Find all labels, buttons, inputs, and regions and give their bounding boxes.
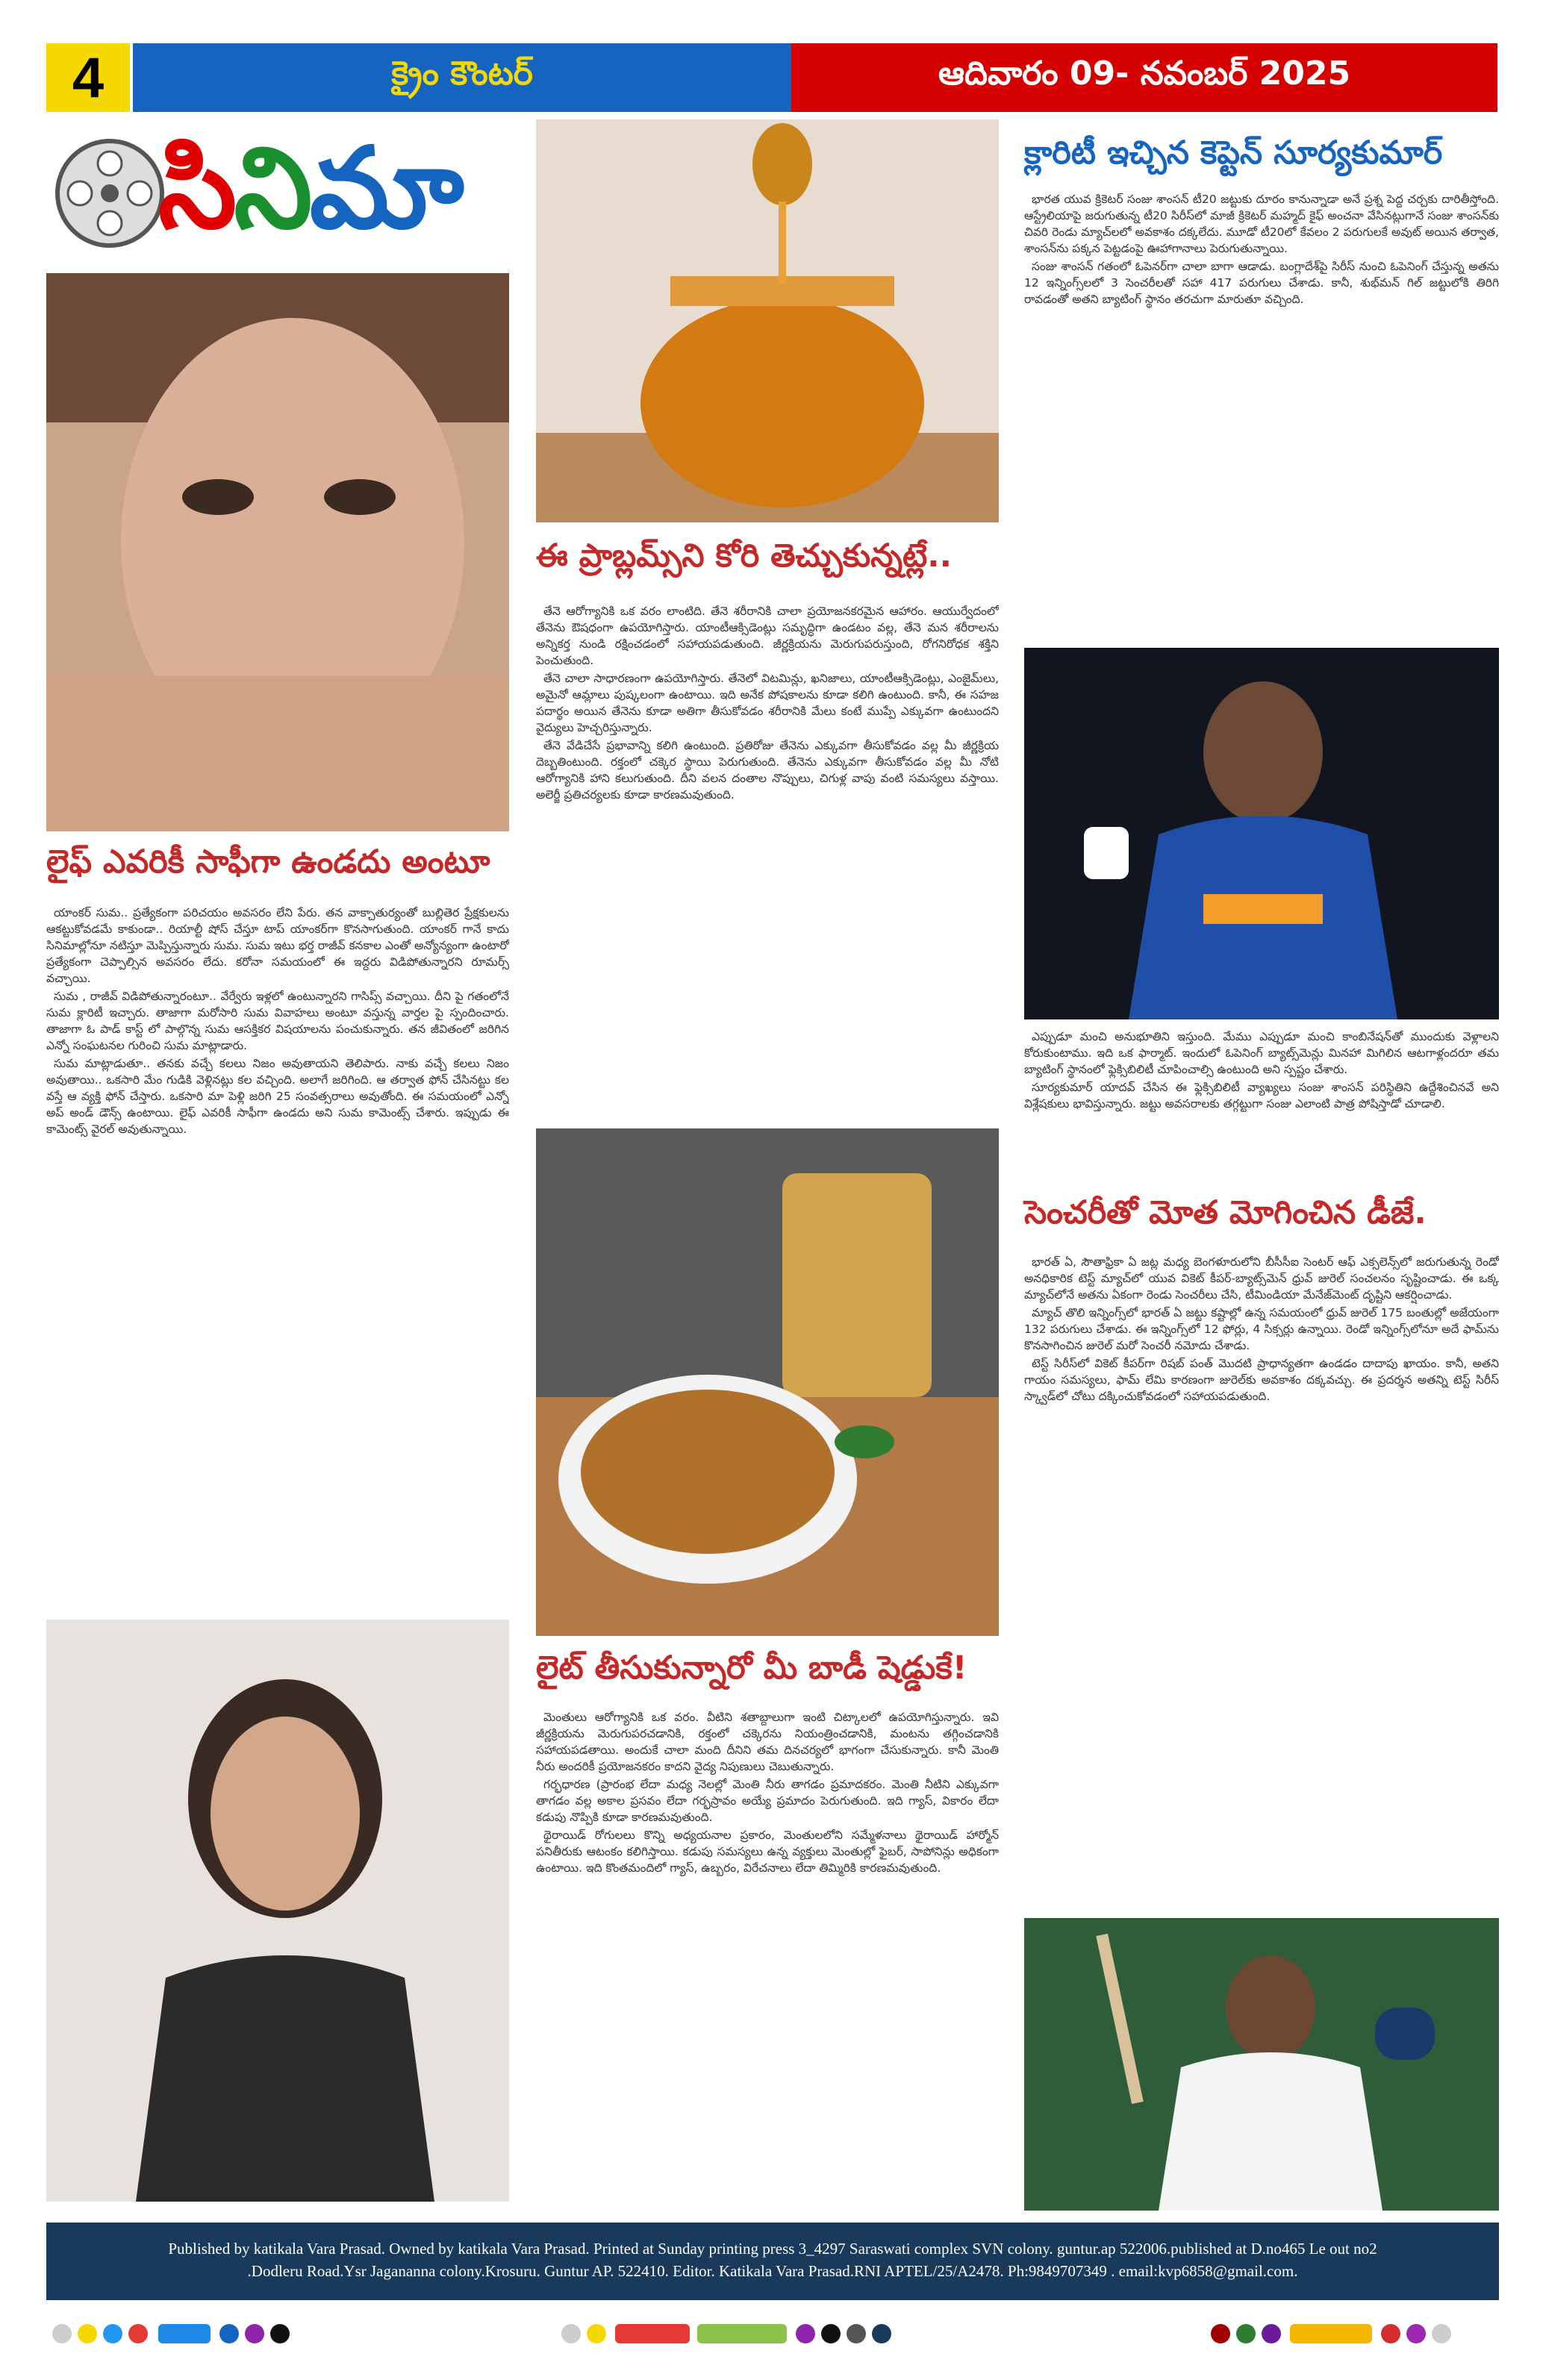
page-number: 4: [46, 43, 130, 112]
article-century-paragraph: టెస్ట్ సిరీస్‌లో వికెట్ కీపర్‌గా రిషబ్ పంత్ మొదటి ప్రాధాన్యతగా ఉండడం దాదాపు ఖాయం. కానీ, అతని గాయం సమస్యలు, ఫామ్ లేమి కారణంగా జురెల్‌కు అవకాశం దక్కవచ్చు. ఈ ప్రదర్శన అతన్ని టెస్ట్ సిరీస్ స్క్వాడ్‌లో చోటు దక్కించుకోవడంలో సహాయపడుతుంది.: [1024, 1357, 1499, 1403]
article-life-body: [46, 905, 509, 1345]
publisher-footer: [46, 2223, 1499, 2300]
registration-dot: [78, 2324, 97, 2343]
registration-dot: [52, 2324, 72, 2343]
fenugreek-seeds-photo: [536, 1128, 999, 1636]
registration-dot: [1406, 2324, 1426, 2343]
registration-dot: [103, 2324, 122, 2343]
article-life-paragraph: సుమ మాట్లాడుతూ.. తనకు వచ్చే కలలు నిజం అవుతాయని తెలిపారు. నాకు వచ్చే కలలు నిజం అవుతాయి.. ఒకసారి మేం గుడికి వెళ్లినట్లు కల వచ్చింది. అలాగే జరిగింది. ఆ తర్వాత ఫోన్ చేసినట్టు కల వస్తే ఆ వ్యక్తి ఫోన్ చేస్తారు. ఒకసారి మా పెళ్లి జరిగి 25 సంవత్సరాలు అవుతోంది. ఈ సమయంలో ఎన్నో అప్ అండ్ డౌన్స్ ఉంటాయి. లైఫ్ ఎవరికీ సాఫీగా ఉండదు అని సుమ కామెంట్స్ చేశారు. ఇప్పుడు ఈ కామెంట్స్ వైరల్ అవుతున్నాయి.: [46, 1057, 509, 1136]
registration-bar: [158, 2324, 211, 2343]
article-honey-paragraph: తేనె చాలా సాధారణంగా ఉపయోగిస్తారు. తేనెలో విటమిన్లు, ఖనిజాలు, యాంటీఆక్సిడెంట్లు, ఎంజైమ్‌లు, అమైనో ఆమ్లాలు పుష్కలంగా ఉంటాయి. ఇది అనేక పోషకాలను కూడా కలిగి ఉంటుంది. కానీ, ఈ సహజ పదార్థం అయిన తేనెను కూడా అతిగా తీసుకోవడం శరీరానికి మేలు కంటే ముప్పే ఎక్కువగా ఉంటుందని వైద్యులు హెచ్చరిస్తున్నారు.: [536, 672, 999, 734]
headline-clarity: క్లారిటీ ఇచ్చిన కెప్టెన్ సూర్యకుమార్: [1024, 134, 1443, 172]
article-clarity-body: [1024, 191, 1499, 639]
footer-line-1: Published by katikala Vara Prasad. Owned by katikala Vara Prasad. Printed at Sunday printing press 3_4297 Saraswati complex SVN colony. guntur.ap 522006.published at D.no465 Le out no2: [168, 2240, 1377, 2258]
registration-dot: [561, 2324, 581, 2343]
headline-life: లైఫ్ ఎవరికీ సాఫీగా ఉండదు అంటూ: [46, 843, 490, 881]
article-light-body: [536, 1709, 999, 2196]
article-clarity-paragraph: ఎప్పుడూ మంచి అనుభూతిని ఇస్తుంది. మేము ఎప్పుడూ మంచి కాంబినేషన్‌తో ముందుకు వెళ్లాలని కోరుకుంటాము. ఇది ఒక ఫార్మాట్. ఇందులో ఓపెనింగ్ బ్యాట్స్‌మెన్లు మినహా మిగిలిన ఆటగాళ్లందరూ తమ బ్యాటింగ్ స్థానంలో ఫ్లెక్సిబిలిటీ చూపించాల్సి ఉంటుంది అని స్పష్టం చేశారు.: [1024, 1030, 1499, 1076]
headline-century: సెంచరీతో మోత మోగించిన డీజే.: [1024, 1194, 1427, 1231]
registration-dot: [796, 2324, 815, 2343]
logo-part-3: మా: [309, 124, 461, 254]
dhruv-jurel-photo: [1024, 1918, 1499, 2211]
logo-part-2: ని: [234, 124, 310, 254]
article-clarity-paragraph: సూర్యకుమార్ యాదవ్ చేసిన ఈ ఫ్లెక్సిబిలిటీ వ్యాఖ్యలు సంజు శాంసన్ పరిస్థితిని ఉద్దేశించినవే అని విశ్లేషకులు భావిస్తున్నారు. జట్టు అవసరాలకు తగ్గట్టుగా సంజు ఎలాంటి పాత్ర పోషిస్తాడో చూడాలి.: [1024, 1081, 1499, 1111]
anchor-suma-photo: [46, 1620, 509, 2202]
article-light-paragraph: థైరాయిడ్ రోగులలు కొన్ని అధ్యయనాల ప్రకారం, మెంతులలోని సమ్మేళనాలు థైరాయిడ్ హార్మోన్ పనితీరుకు ఆటంకం కలిగిస్తాయి. కడుపు సమస్యలు ఉన్న వ్యక్తులు మెంతుల్లో ఫైబర్, సాపోనిన్లు అధికంగా ఉంటాయి. ఇది కొంతమందిలో గ్యాస్, ఉబ్బరం, విరేచనాలు లేదా తిమ్మిరికి కారణమవుతుంది.: [536, 1828, 999, 1875]
article-clarity-paragraph: సంజు శాంసన్ గతంలో ఓపెనర్‌గా చాలా బాగా ఆడాడు. బంగ్లాదేశ్‌పై సిరీస్ నుంచి ఓపెనింగ్ చేస్తున్న అతను 12 ఇన్నింగ్స్‌లలో 3 సెంచరీలతో సహా 417 పరుగులు చేశాడు. కానీ, శుభ్‌మన్ గిల్ జట్టులోకి తిరిగి రావడంతో అతని బ్యాటింగ్ స్థానం తరచుగా మారుతూ వచ్చింది.: [1024, 260, 1499, 306]
registration-dot: [219, 2324, 239, 2343]
article-honey-paragraph: తేనె ఆరోగ్యానికి ఒక వరం లాంటిది. తేనె శరీరానికి చాలా ప్రయోజనకరమైన ఆహారం. ఆయుర్వేదంలో తేనెను ఔషధంగా ఉపయోగిస్తారు. యాంటీఆక్సిడెంట్లు సమృద్ధిగా ఉండటం వల్ల, తేనె మన శరీరాలను అన్నికర్త నుండి రక్షించడంలో సహాయపడుతుంది. జీర్ణక్రియను మెరుగుపరుస్తుంది, రోగనిరోధక శక్తిని పెంచుతుంది.: [536, 605, 999, 667]
registration-dot: [270, 2324, 290, 2343]
registration-dot: [872, 2324, 891, 2343]
registration-bar: [615, 2324, 690, 2343]
cinema-logo: [46, 125, 509, 261]
article-century-paragraph: మ్యాచ్ తొలి ఇన్నింగ్స్‌లో భారత్ ఏ జట్టు కష్టాల్లో ఉన్న సమయంలో ధ్రువ్ జురెల్ 175 బంతుల్లో అజేయంగా 132 పరుగులు చేశాడు. ఈ ఇన్నింగ్స్‌లో 12 ఫోర్లు, 4 సిక్సర్లు ఉన్నాయి. రెండో ఇన్నింగ్స్‌లోనూ అదే ఫామ్‌ను కొనసాగించిన జురెల్ మరో సెంచరీ నమోదు చేశాడు.: [1024, 1306, 1499, 1352]
registration-dot: [587, 2324, 606, 2343]
logo-part-1: సి: [158, 124, 234, 254]
registration-dot: [1236, 2324, 1256, 2343]
registration-dot: [1211, 2324, 1230, 2343]
registration-dot: [821, 2324, 841, 2343]
article-light-paragraph: మెంతులు ఆరోగ్యానికి ఒక వరం. వీటిని శతాబ్దాలుగా ఇంటి చిట్కాలలో ఉపయోగిస్తున్నారు. ఇవి జీర్ణక్రియను మెరుగుపరచడానికి, రక్తంలో చక్కెరను నియంత్రించడానికి, మంటను తగ్గించడానికి సహాయపడతాయి. అందుకే చాలా మంది దీనిని తమ దినచర్యలో భాగంగా చేసుకున్నారు. కానీ మెంతి నీరు అందరికీ ప్రయోజనకరం కాదని వైద్య నిపుణులు చెబుతున్నారు.: [536, 1711, 999, 1773]
article-honey-paragraph: తేనె వేడిచేసే ప్రభావాన్ని కలిగి ఉంటుంది. ప్రతిరోజు తేనెను ఎక్కువగా తీసుకోవడం వల్ల మీ జీర్ణక్రియ దెబ్బతింటుంది. రక్తంలో చక్కెర స్థాయి పెరుగుతుంది. తేనెను ఎక్కువగా తీసుకోవడం వల్ల మీ నోటి ఆరోగ్యానికి హాని కలుగుతుంది. దీని వలన దంతాల నొప్పులు, చిగుళ్ల వాపు వంటి సమస్యలు వస్తాయి. అలెర్జీ ప్రతిచర్యలకు కూడా కారణమవుతుంది.: [536, 739, 999, 802]
article-life-paragraph: సుమ , రాజీవ్ విడిపోతున్నారంటూ.. వేర్వేరు ఇళ్లలో ఉంటున్నారని గాసిప్స్ వచ్చాయి. దీని పై గతంలోనే సుమ క్లారిటీ ఇచ్చారు. తాజాగా మరోసారి సుమ వివాహలు అంటూ వస్తున్న వార్తల పై స్పందించారు. తాజాగా ఓ పాడ్ కాస్ట్ లో పాల్గొన్న సుమ ఆసక్తికర విషయాలను పంచుకున్నారు. తన జీవితంలో జరిగిన ఎన్నో సంఘటనల గురించి సుమ మాట్లాడారు.: [46, 990, 509, 1052]
article-century-paragraph: భారత్ ఏ, సౌతాఫ్రికా ఏ జట్ల మధ్య బెంగళూరులోని బీసీసీఐ సెంటర్ ఆఫ్ ఎక్సలెన్స్‌లో జరుగుతున్న రెండో అనధికారిక టెస్ట్ మ్యాచ్‌లో యువ వికెట్ కీపర్-బ్యాట్స్‌మెన్ ధ్రువ్ జురెల్ సంచలనం సృష్టించాడు. ఈ ఒక్క మ్యాచ్‌లోనే అతను ఏకంగా రెండు సెంచరీలు చేసి, టీమిండియా మేనేజ్‌మెంట్ దృష్టిని ఆకర్షించాడు.: [1024, 1255, 1499, 1302]
sanju-samson-photo: [1024, 648, 1499, 1019]
color-registration-strip: [46, 2323, 1499, 2345]
registration-bar: [1290, 2324, 1372, 2343]
article-clarity-paragraph: భారత యువ క్రికెటర్ సంజు శాంసన్ టీ20 జట్టుకు దూరం కానున్నాడా అనే ప్రశ్న పెద్ద చర్చకు దారితీస్తోంది. ఆస్ట్రేలియాపై జరుగుతున్న టీ20 సిరీస్‌లో మాజీ క్రికెటర్ మహ్మద్ కైఫ్ అంచనా వేసినట్లుగానే సంజు శాంసన్‌కు చివరి రెండు మ్యాచ్‌లలో అవకాశం దక్కలేదు. మూడో టీ20లో కేవలం 2 పరుగులకే అవుట్ అయిన తర్వాత, శాంసన్‌ను పక్కన పెట్టడంపై ఊహాగానాలు పెరుగుతున్నాయి.: [1024, 193, 1499, 255]
registration-dot: [847, 2324, 866, 2343]
registration-dot: [1381, 2324, 1400, 2343]
footer-line-2: .Dodleru Road.Ysr Jagananna colony.Krosuru. Guntur AP. 522410. Editor. Katikala Vara Prasad.RNI APTEL/25/A2478. Ph:9849707349 . email:kvp6858@gmail.com.: [247, 2262, 1298, 2280]
cinema-logo-text: [158, 125, 461, 252]
film-reel-icon: [46, 130, 173, 257]
headline-honey: ఈ ప్రాబ్లమ్స్‌ని కోరి తెచ్చుకున్నట్లే..: [536, 537, 952, 575]
article-century-body: [1024, 1254, 1499, 1711]
article-honey-body: [536, 603, 999, 1118]
actress-portrait-photo: [46, 273, 509, 831]
registration-dot: [1432, 2324, 1451, 2343]
article-clarity-continued: [1024, 1028, 1499, 1178]
headline-light: లైట్ తీసుకున్నారో మీ బాడీ షెడ్డుకే!: [536, 1649, 967, 1687]
article-life-paragraph: యాంకర్ సుమ.. ప్రత్యేకంగా పరిచయం అవసరం లేని పేరు. తన వాక్చాతుర్యంతో బుల్లితెర ప్రేక్షకులను ఆకట్టుకోవడమే కాకుండా.. రియాల్టీ షోస్ చేస్తూ టాప్ యాంకర్‌గా కొనసాగుతుంది. యాంకర్ గానే కాదు సినిమాల్లోనూ నటిస్తూ మెప్పిస్తున్నారు సుమ. సుమ ఇటు భర్త రాజీవ్ కనకాల ఎంతో అన్యోన్యంగా ఉంటారో ప్రత్యేకంగా చెప్పాల్సిన అవసరం లేదు. కరోనా సమయంలో ఈ ఇద్దరు విడిపోతున్నారని రూమర్స్ వచ్చాయి.: [46, 906, 509, 985]
registration-dot: [1262, 2324, 1281, 2343]
section-title: క్రైం కౌంటర్: [133, 43, 791, 112]
registration-dot: [128, 2324, 148, 2343]
article-light-paragraph: గర్భధారణ (ప్రారంభ లేదా మధ్య నెలల్లో మెంతి నీరు తాగడం ప్రమాదకరం. మెంతి నీటిని ఎక్కువగా తాగడం వల్ల అకాల ప్రసవం లేదా గర్భస్రావం అయ్యే ప్రమాదం పెరుగుతుంది. ఇది గ్యాస్, వికారం లేదా కడుపు నొప్పికి కూడా కారణమవుతుంది.: [536, 1778, 999, 1824]
honey-jar-photo: [536, 119, 999, 522]
registration-dot: [245, 2324, 264, 2343]
issue-date: ఆదివారం 09- నవంబర్ 2025: [791, 43, 1497, 112]
registration-bar: [697, 2324, 787, 2343]
